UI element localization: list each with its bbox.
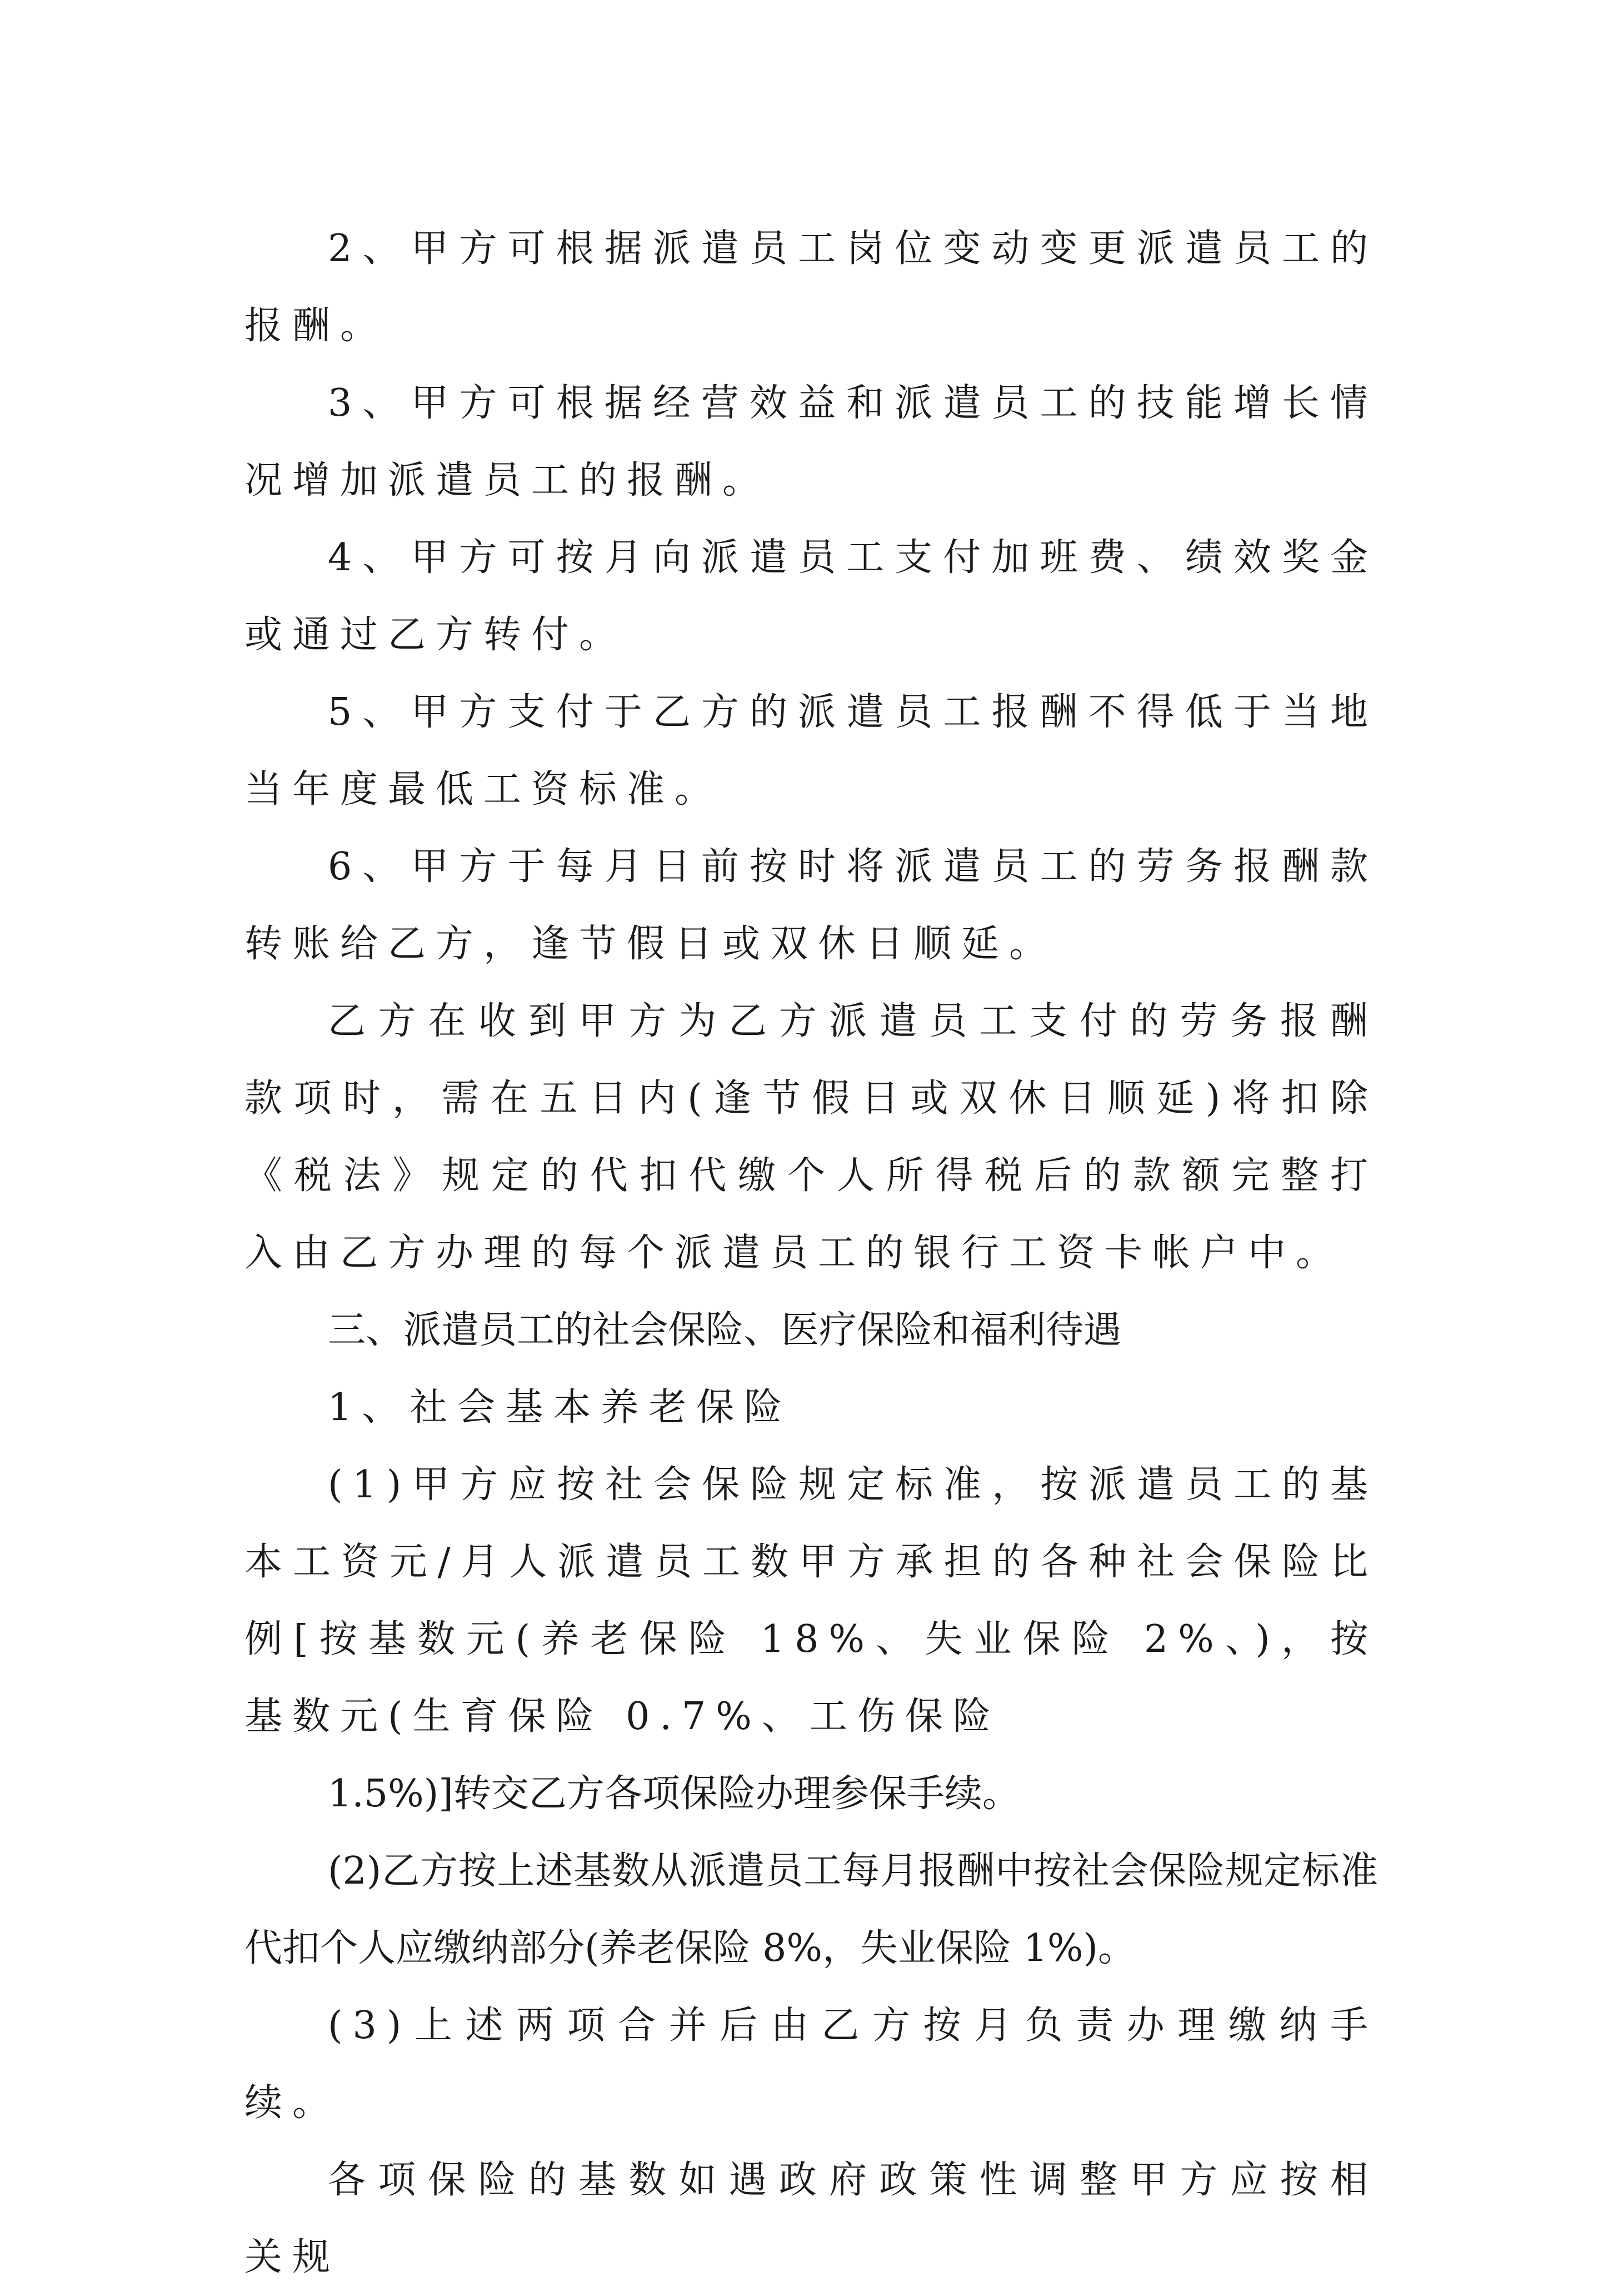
paragraph-6: 6、甲方于每月日前按时将派遣员工的劳务报酬款转账给乙方，逢节假日或双休日顺延。 — [244, 845, 1378, 966]
paragraph-salary-transfer: 乙方在收到甲方为乙方派遣员工支付的劳务报酬款项时，需在五日内(逢节假日或双休日顺延)将扣除《税法》规定的代扣代缴个人所得税后的款额完整打入由乙方办理的每个派遣员工的银行工资卡帐户中。 — [244, 999, 1378, 1275]
paragraph-3: 3、甲方可根据经营效益和派遣员工的技能增长情况增加派遣员工的报酬。 — [244, 381, 1378, 502]
paragraph-item-3: (3)上述两项合并后由乙方按月负责办理缴纳手续。 — [244, 2004, 1378, 2125]
paragraph-item-2: (2)乙方按上述基数从派遣员工每月报酬中按社会保险规定标准代扣个人应缴纳部分(养老保险 8%，失业保险 1%)。 — [244, 1849, 1378, 1970]
paragraph-base-adjustment: 各项保险的基数如遇政府政策性调整甲方应按相关规 — [244, 2158, 1378, 2279]
paragraph-2: 2、甲方可根据派遣员工岗位变动变更派遣员工的报酬。 — [244, 227, 1378, 348]
paragraph-item-1: (1)甲方应按社会保险规定标准，按派遣员工的基本工资元/月人派遣员工数甲方承担的各种社会保险比例[按基数元(养老保险 18%、失业保险 2%、)，按基数元(生育保险 0.7%、工伤保险 — [244, 1463, 1378, 1739]
subheading-pension: 1、社会基本养老保险 — [328, 1386, 792, 1430]
paragraph-item-1-continued: 1.5%)]转交乙方各项保险办理参保手续。 — [328, 1772, 1020, 1816]
paragraph-4: 4、甲方可按月向派遣员工支付加班费、绩效奖金或通过乙方转付。 — [244, 536, 1378, 657]
document-body — [244, 210, 1378, 2296]
section-heading-3: 三、派遣员工的社会保险、医疗保险和福利待遇 — [328, 1308, 1122, 1352]
paragraph-5: 5、甲方支付于乙方的派遣员工报酬不得低于当地当年度最低工资标准。 — [244, 690, 1378, 811]
